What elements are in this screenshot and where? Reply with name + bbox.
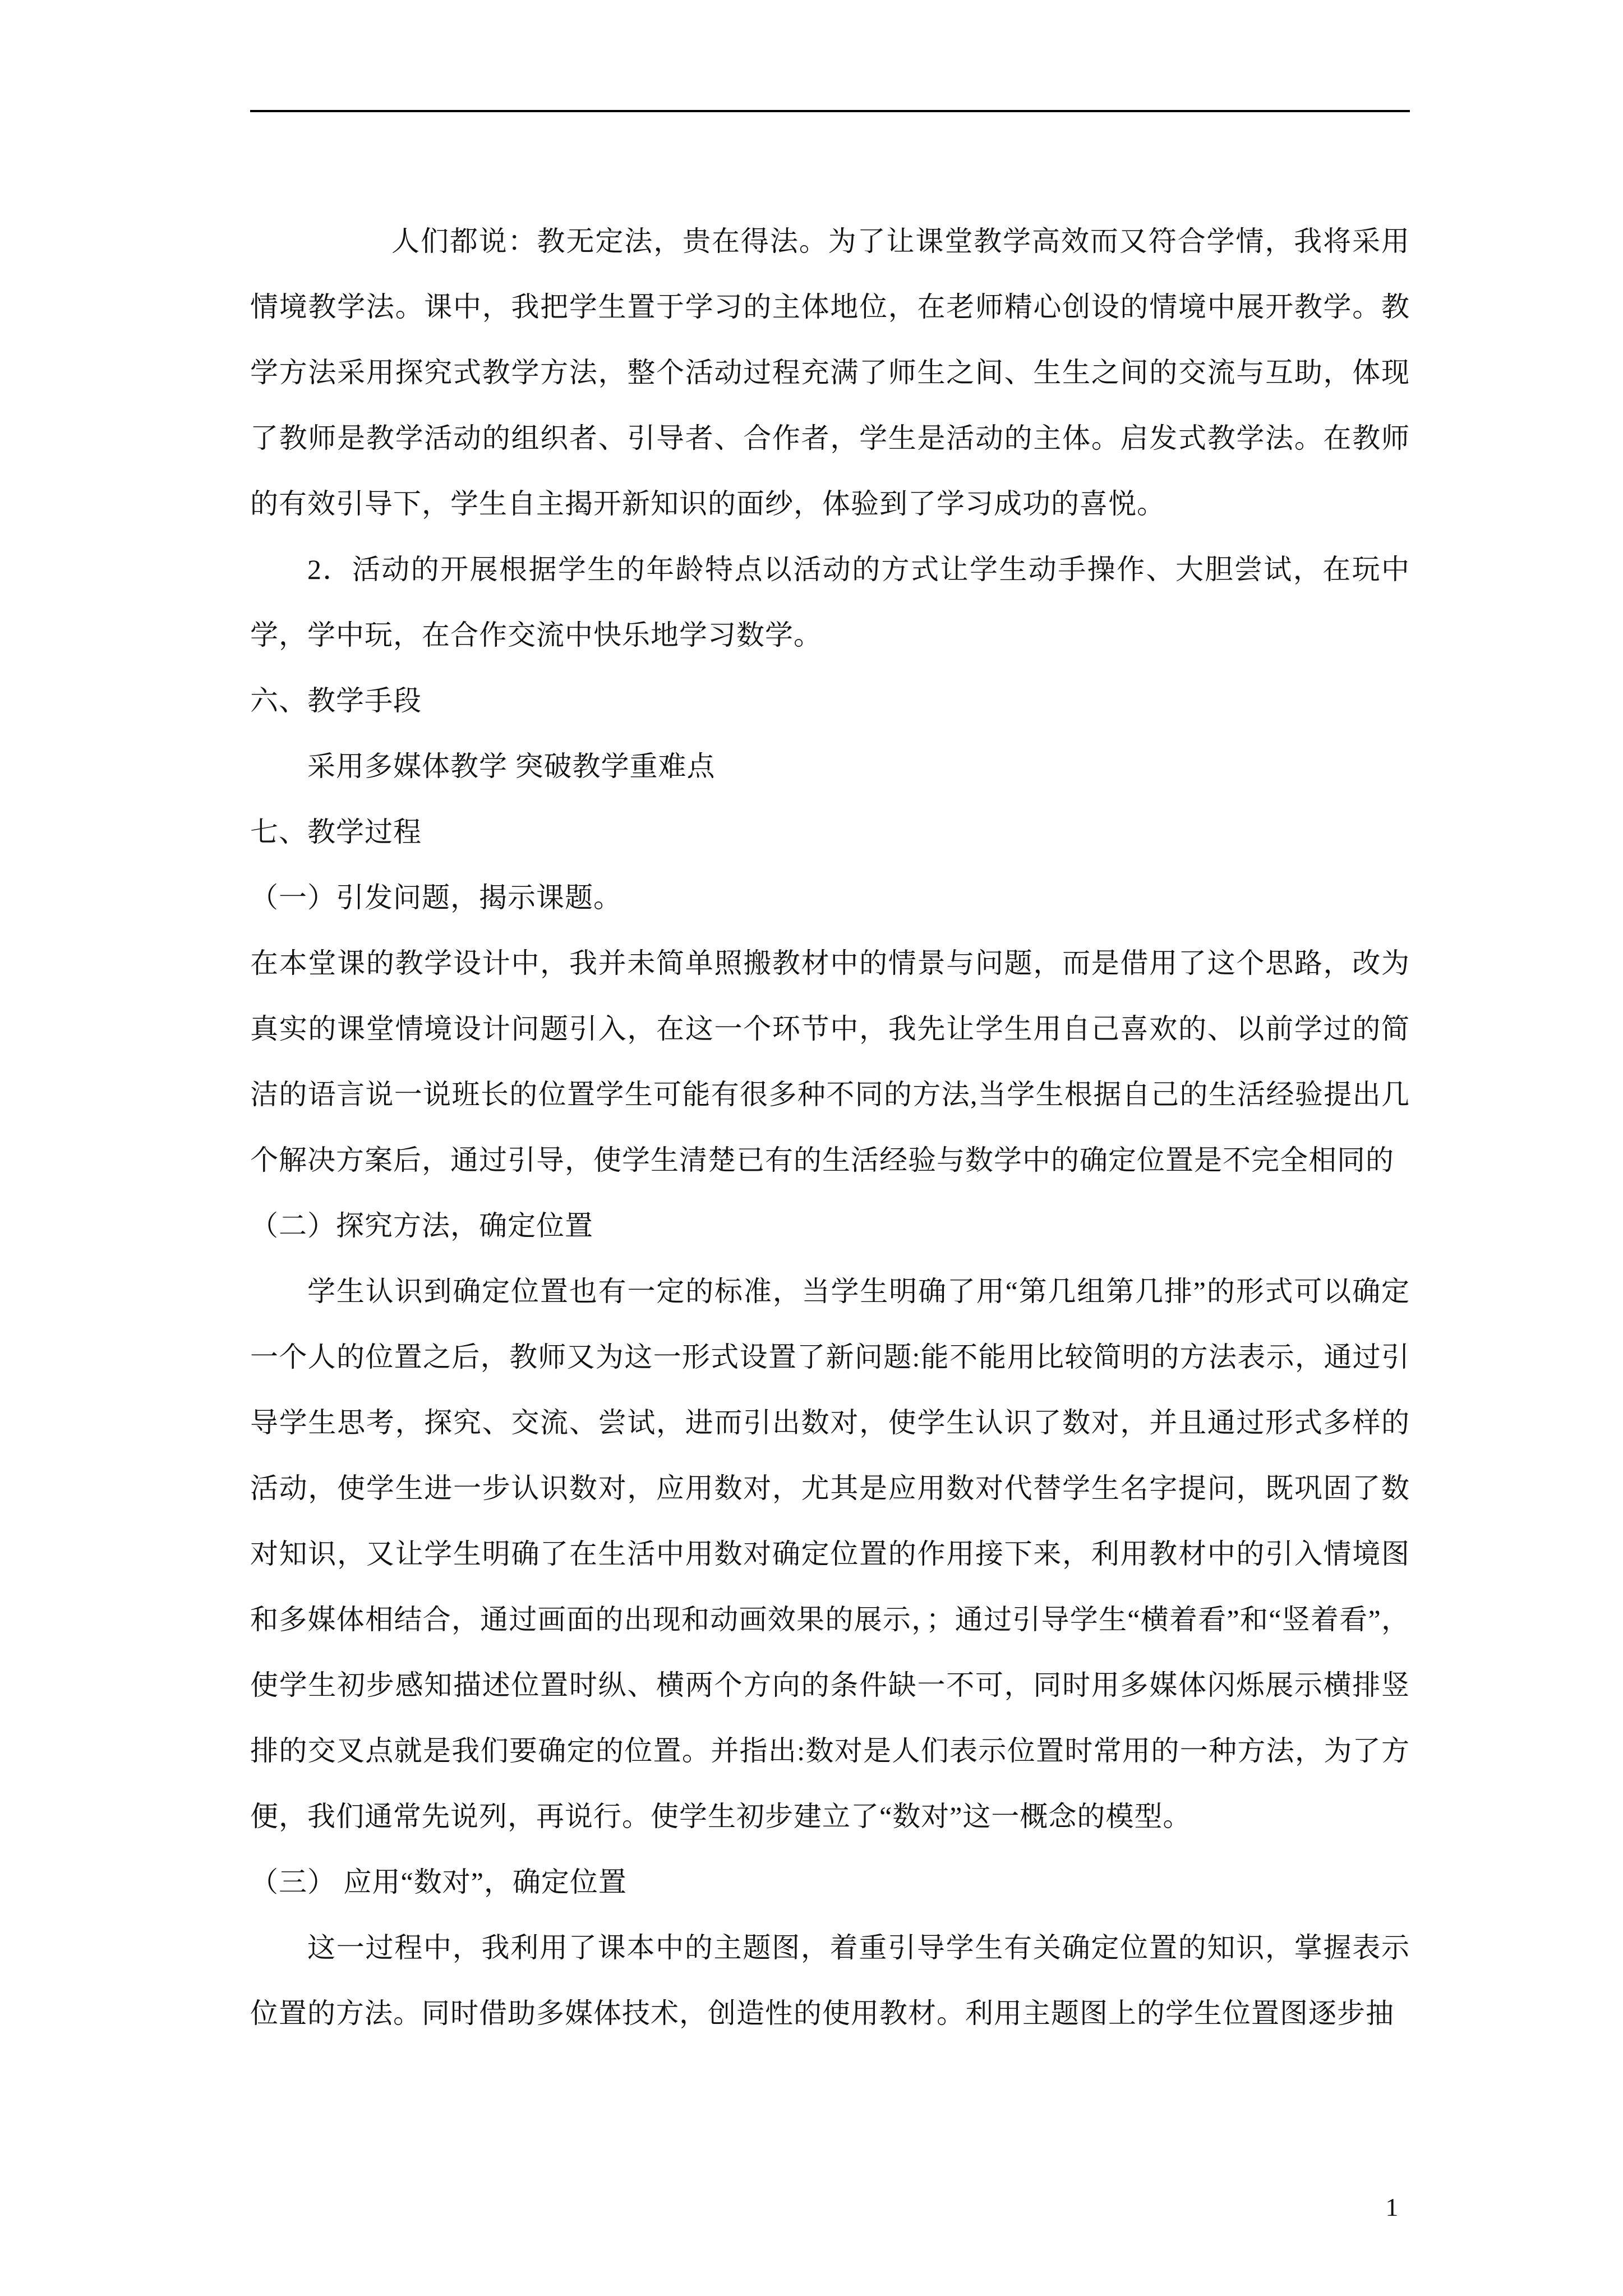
paragraph-explore-number-pairs: 学生认识到确定位置也有一定的标准，当学生明确了用“第几组第几排”的形式可以确定一个人的位置之后，教师又为这一形式设置了新问题:能不能用比较简明的方法表示，通过引导学生思考，探究、交流、尝试，进而引出数对，使学生认识了数对，并且通过形式多样的活动，使学生进一步认识数对，应用数对，尤其是应用数对代替学生名字提问，既巩固了数对知识，又让学生明确了在生活中用数对确定位置的作用接下来，利用教材中的引入情境图和多媒体相结合，通过画面的出现和动画效果的展示，；通过引导学生“横着看”和“竖着看”，使学生初步感知描述位置时纵、横两个方向的条件缺一不可，同时用多媒体闪烁展示横排竖排的交叉点就是我们要确定的位置。并指出:数对是人们表示位置时常用的一种方法，为了方便，我们通常先说列，再说行。使学生初步建立了“数对”这一概念的模型。	[250, 1276, 1410, 1832]
heading-section-six-teaching-means: 六、教学手段	[250, 685, 422, 716]
heading-subsection-two-explore-method: （二）探究方法，确定位置	[250, 1210, 593, 1241]
heading-section-seven-teaching-process: 七、教学过程	[250, 816, 422, 848]
heading-subsection-three-apply-pairs: （三） 应用“数对”，确定位置	[250, 1866, 627, 1898]
header-rule	[250, 110, 1410, 112]
paragraph-activity-development: 2．活动的开展根据学生的年龄特点以活动的方式让学生动手操作、大胆尝试，在玩中学，学中玩，在合作交流中快乐地学习数学。	[250, 554, 1410, 651]
paragraph-lesson-design-lead-in: 在本堂课的教学设计中，我并未简单照搬教材中的情景与问题，而是借用了这个思路，改为真实的课堂情境设计问题引入，在这一个环节中，我先让学生用自己喜欢的、以前学过的简洁的语言说一说班长的位置学生可能有很多种不同的方法,当学生根据自己的生活经验提出几个解决方案后，通过引导，使学生清楚已有的生活经验与数学中的确定位置是不完全相同的	[250, 947, 1410, 1176]
document-body	[250, 209, 1410, 2046]
paragraph-apply-theme-picture: 这一过程中，我利用了课本中的主题图，着重引导学生有关确定位置的知识，掌握表示位置的方法。同时借助多媒体技术，创造性的使用教材。利用主题图上的学生位置图逐步抽	[250, 1932, 1410, 2029]
paragraph-teaching-method: 人们都说：教无定法，贵在得法。为了让课堂教学高效而又符合学情，我将采用情境教学法。课中，我把学生置于学习的主体地位，在老师精心创设的情境中展开教学。教学方法采用探究式教学方法，整个活动过程充满了师生之间、生生之间的交流与互助，体现了教师是教学活动的组织者、引导者、合作者，学生是活动的主体。启发式教学法。在教师的有效引导下，学生自主揭开新知识的面纱，体验到了学习成功的喜悦。	[250, 226, 1410, 519]
page-number: 1	[1385, 2193, 1399, 2221]
heading-subsection-one-raise-question: （一）引发问题，揭示课题。	[250, 882, 622, 913]
paragraph-multimedia-teaching: 采用多媒体教学 突破教学重难点	[307, 751, 716, 782]
